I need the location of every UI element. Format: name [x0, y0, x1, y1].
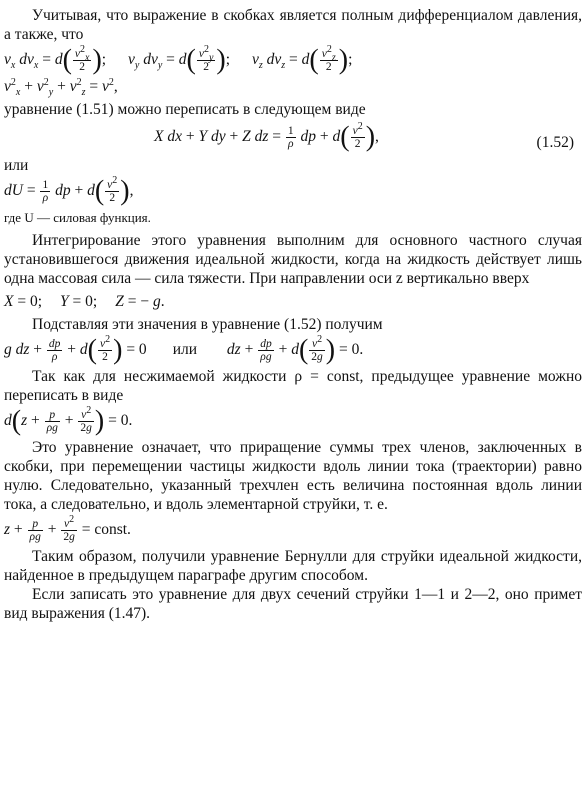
equation-gravity-components: X = 0; Y = 0; Z = − g. [4, 293, 165, 310]
paragraph-3: или [4, 157, 29, 174]
const-label: const [94, 521, 128, 539]
paragraph-4: где U — силовая функция. [4, 210, 151, 225]
equation-velocity-sum: $v^2_x + v^2_y + v^2_z = v^2$, [4, 76, 118, 99]
paragraph-9: Таким образом, получили уравнение Бернулли для струйки идеальной жидкости, найденное в предыдущем параграфе другим способом. [4, 548, 582, 584]
equation-number: (1.52) [536, 134, 574, 151]
paragraph-5: Интегрирование этого уравнения выполним для основного частного случая установившегося движения идеальной жидкости, когда на жидкость действует лишь одна массовая сила — сила тяжести. При направлении оси z вертикально вверх [4, 232, 582, 287]
paragraph-1: Учитывая, что выражение в скобках является полным дифференциалом давления, а также, что [4, 7, 582, 43]
equation-force-function: dU = $\frac{1}{\rho}$ dp + d( $\frac{v^2}{2}$ ), [4, 175, 134, 207]
equation-differential-zero: d(z + $\frac{p}{\rho g}$ + $\frac{v^2}{2g}$ ) = 0. [4, 405, 133, 437]
paragraph-7: Так как для несжимаемой жидкости ρ = const, предыдущее уравнение можно переписать в виде [4, 368, 582, 404]
equation-velocity-differentials: $v_x$ $dv_x = d$( $\frac{v^2_x}{2}$ ); $v_y$ $dv_y = d$( $\frac{v^2_y}{2}$ ); $v_z$ $dv_z = d$( $\frac{v^2_z}{2}$ ); [4, 44, 353, 76]
word-ili: или [172, 341, 198, 359]
paragraph-10: Если записать это уравнение для двух сечений струйки 1—1 и 2—2, оно примет вид выражения (1.47). [4, 586, 582, 622]
paragraph-8: Это уравнение означает, что приращение суммы трех членов, заключенных в скобки, при перемещении частицы жидкости вдоль линии тока (траектории) равно нулю. Следовательно, указанный трехчлен есть величина постоянная вдоль линии тока, а следовательно, и вдоль элементарной струйки, т. е. [4, 439, 582, 513]
page-content [4, 6, 582, 623]
paragraph-6: Подставляя эти значения в уравнение (1.52) получим [32, 316, 383, 333]
equation-1-52: X dx + Y dy + Z dz = $\frac{1}{\rho}$ dp + d( $\frac{v^2}{2}$ ), (1.52) [154, 121, 574, 153]
paragraph-2: уравнение (1.51) можно переписать в следующем виде [4, 101, 366, 118]
equation-bernoulli: z + $\frac{p}{\rho g}$ + $\frac{v^2}{2g}$ = const. [4, 514, 131, 543]
equation-substituted: g dz + $\frac{dp}{\rho}$ + d( $\frac{v^2}{2}$ ) = 0 или dz + $\frac{dp}{\rho g}$ + d( $\frac{v^2}{2g}$ ) = 0. [4, 334, 364, 366]
